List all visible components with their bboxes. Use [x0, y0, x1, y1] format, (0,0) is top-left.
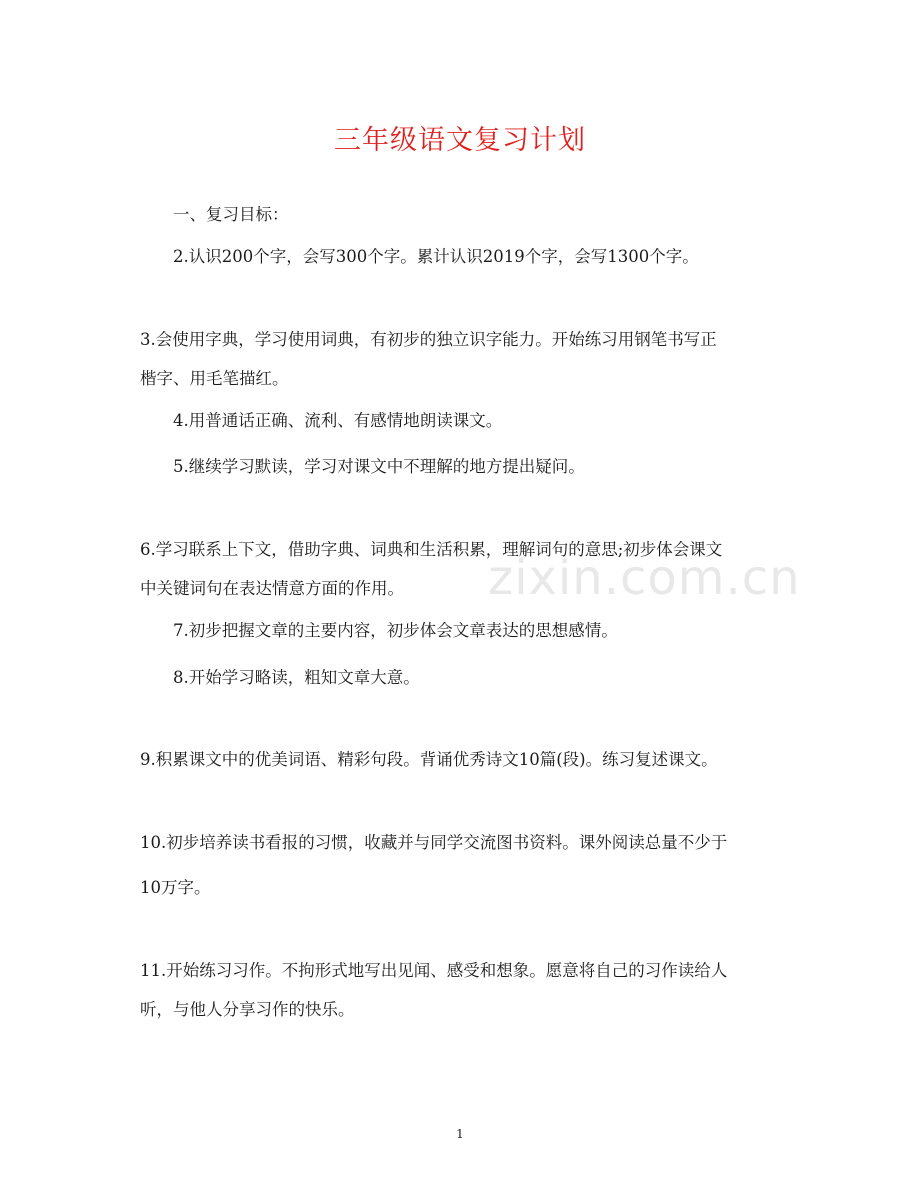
paragraph-line: 10.初步培养读书看报的习惯，收藏并与同学交流图书资料。课外阅读总量不少于: [140, 833, 728, 852]
paragraph-line: 5.继续学习默读，学习对课文中不理解的地方提出疑问。: [173, 457, 585, 476]
page-number: 1: [456, 1127, 464, 1141]
paragraph-line: 3.会使用字典，学习使用词典，有初步的独立识字能力。开始练习用钢笔书写正: [140, 330, 717, 349]
paragraph-line: 7.初步把握文章的主要内容，初步体会文章表达的思想感情。: [173, 621, 618, 640]
paragraph-line: 楷字、用毛笔描红。: [140, 369, 289, 388]
paragraph-line: 4.用普通话正确、流利、有感情地朗读课文。: [173, 411, 503, 430]
paragraph-line: 6.学习联系上下文，借助字典、词典和生活积累，理解词句的意思;初步体会课文: [140, 540, 723, 559]
paragraph-line: 8.开始学习略读，粗知文章大意。: [173, 668, 420, 687]
paragraph-line: 9.积累课文中的优美词语、精彩句段。背诵优秀诗文10篇(段)。练习复述课文。: [140, 750, 718, 769]
paragraph-line: 听，与他人分享习作的快乐。: [140, 1000, 355, 1019]
page-title: 三年级语文复习计划: [334, 125, 586, 156]
paragraph-line: 10万字。: [140, 878, 211, 897]
paragraph-line: 中关键词句在表达情意方面的作用。: [140, 579, 404, 598]
section-heading: 一、复习目标：: [173, 205, 289, 224]
paragraph-line: 11.开始练习习作。不拘形式地写出见闻、感受和想象。愿意将自己的习作读给人: [140, 961, 728, 980]
paragraph-line: 2.认识200个字，会写300个字。累计认识2019个字，会写1300个字。: [173, 247, 699, 266]
watermark: zixin.com.cn: [488, 550, 801, 606]
